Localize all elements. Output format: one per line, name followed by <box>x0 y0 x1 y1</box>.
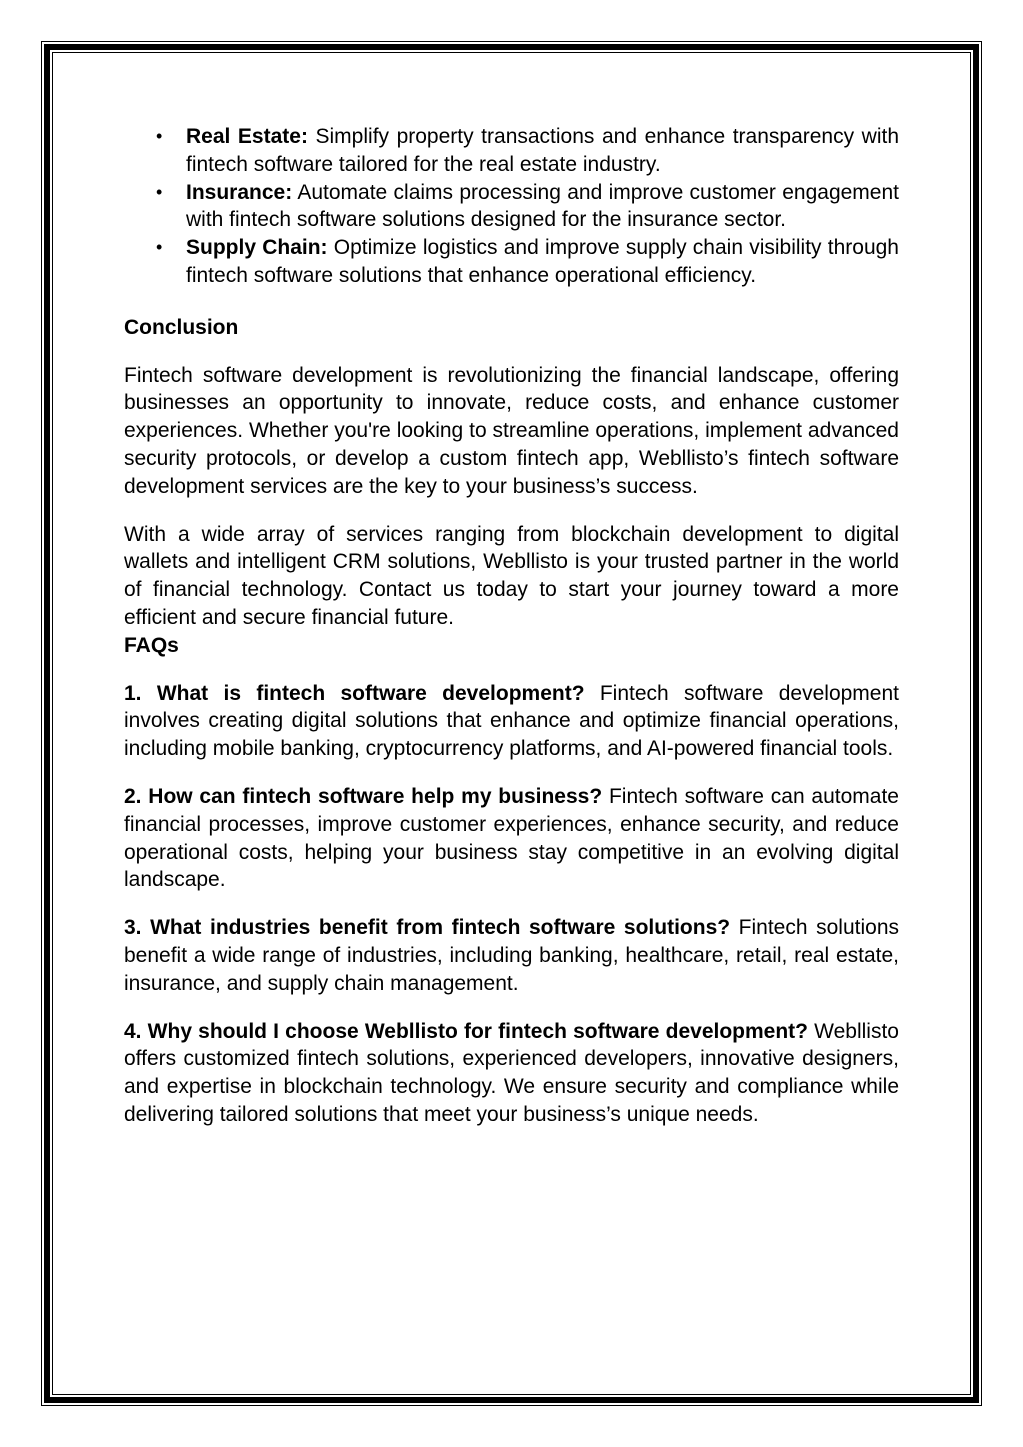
faq-answer: Fintech software can automate financial processes, improve customer experiences, enhance security, and reduce operational costs, helping your business stay competitive in an evolving digital landscape. <box>124 784 899 892</box>
faq-answer: Webllisto offers customized fintech solutions, experienced developers, innovative designers, and expertise in blockchain technology. We ensure security and compliance while delivering tailored solutions that meet your business’s unique needs. <box>124 1019 899 1126</box>
faq-item <box>124 680 899 763</box>
bullet-text: Simplify property transactions and enhance transparency with fintech software tailored for the real estate industry. <box>186 125 900 176</box>
bullet-term: Real Estate: <box>186 125 308 148</box>
faq-answer: Fintech software development involves creating digital solutions that enhance and optimize financial operations, including mobile banking, cryptocurrency platforms, and AI-powered financial tools. <box>124 681 899 761</box>
list-item <box>186 234 899 290</box>
faq-item <box>124 783 899 894</box>
faqs-heading: FAQs <box>124 633 179 657</box>
faq-question: 1. What is fintech software development? <box>124 681 585 705</box>
document-body <box>124 123 899 1129</box>
faq-item <box>124 1018 899 1129</box>
faq-question: 2. How can fintech software help my business? <box>124 784 603 808</box>
faq-question: 3. What industries benefit from fintech software solutions? <box>124 916 731 940</box>
conclusion-paragraph: With a wide array of services ranging from blockchain development to digital wallets and intelligent CRM solutions, Webllisto is your trusted partner in the world of financial technology. Contact us today to start your journey toward a more efficient and secure financial future. <box>124 522 899 629</box>
bullet-text: Optimize logistics and improve supply chain visibility through fintech software solutions that enhance operational efficiency. <box>186 236 899 287</box>
faq-answer: Fintech solutions benefit a wide range of industries, including banking, healthcare, retail, real estate, insurance, and supply chain management. <box>124 916 899 995</box>
list-item <box>186 179 899 235</box>
list-item <box>186 123 899 179</box>
conclusion-paragraph: Fintech software development is revolutionizing the financial landscape, offering businesses an opportunity to innovate, reduce costs, and enhance customer experiences. Whether you're looking to streamline operations, implement advanced security protocols, or develop a custom fintech app, Webllisto’s fintech software development services are the key to your business’s success. <box>124 363 899 498</box>
faq-item <box>124 914 899 997</box>
bullet-term: Insurance: <box>186 180 293 204</box>
faq-question: 4. Why should I choose Webllisto for fintech software development? <box>124 1019 809 1043</box>
bullet-term: Supply Chain: <box>186 236 328 260</box>
bullet-text: Automate claims processing and improve customer engagement with fintech software solutions designed for the insurance sector. <box>186 180 899 232</box>
conclusion-heading: Conclusion <box>124 315 239 339</box>
industry-bullet-list <box>124 123 899 290</box>
